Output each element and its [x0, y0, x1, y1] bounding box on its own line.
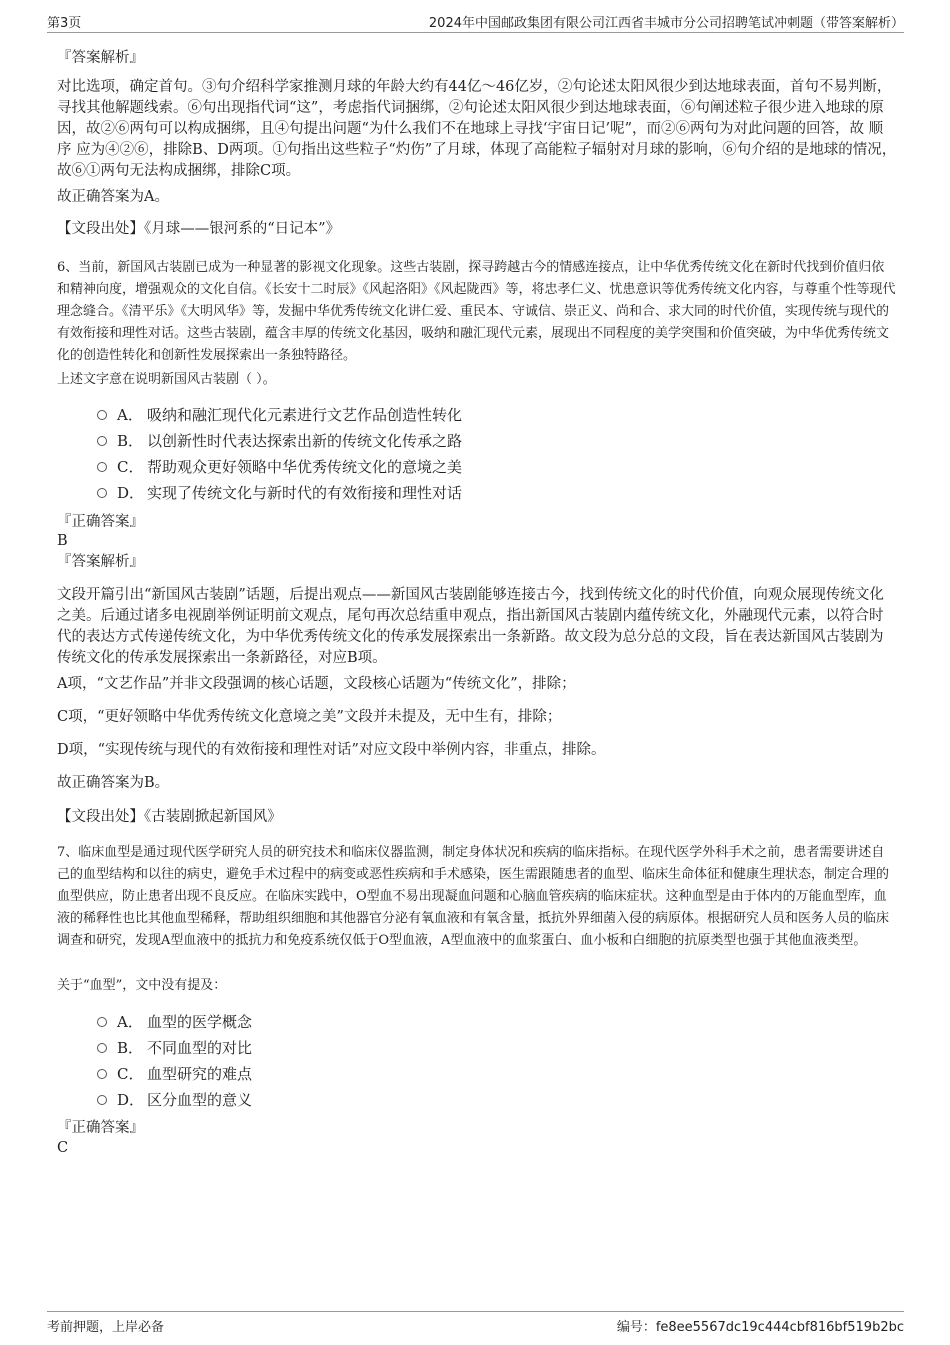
- document-title: 2024年中国邮政集团有限公司江西省丰城市分公司招聘笔试冲刺题（带答案解析）: [428, 16, 904, 31]
- radio-icon[interactable]: [97, 1043, 107, 1053]
- q5-source: 【文段出处】《月球——银河系的“日记本”》: [57, 221, 341, 237]
- q6-note-c: C项，“更好领略中华优秀传统文化意境之美”文段并未提及，无中生有，排除；: [57, 709, 562, 725]
- q6-analysis-text: 文段开篇引出“新国风古装剧”话题，后提出观点——新国风古装剧能够连接古今，找到传统文化的时代价值，向观众展现传统文化之美。后通过诸多电视剧举例证明前文观点，尾句再次总结重申观点，指出新国风古装剧内蕴传统文化，外融现代元素，以符合时代的表达方式传递传统文化，为中华优秀传统文化的传承发展探索出一条新路。故文段为总分总的文段，旨在表达新国风古装剧为传统文化的传承发展探索出一条新路径，对应B项。: [57, 587, 884, 666]
- q7-option-c[interactable]: [97, 1063, 252, 1085]
- option-text: 血型的医学概念: [147, 1013, 253, 1031]
- q7-answer-label: 『正确答案』: [57, 1120, 144, 1136]
- q6-option-d[interactable]: [97, 482, 462, 504]
- option-text: 实现了传统文化与新时代的有效衔接和理性对话: [147, 484, 463, 502]
- q7-question: 关于“血型”，文中没有提及：: [57, 978, 227, 993]
- radio-icon[interactable]: [97, 436, 107, 446]
- option-text: 不同血型的对比: [147, 1039, 253, 1057]
- q5-conclusion: 故正确答案为A。: [57, 189, 169, 205]
- option-letter: D．: [117, 1091, 145, 1109]
- radio-icon[interactable]: [97, 462, 107, 472]
- option-letter: C．: [117, 1065, 144, 1083]
- option-letter: D．: [117, 484, 145, 502]
- q6-conclusion: 故正确答案为B。: [57, 775, 170, 791]
- option-letter: A．: [117, 1013, 143, 1031]
- radio-icon[interactable]: [97, 1095, 107, 1105]
- q6-note-d: D项，“实现传统与现代的有效衔接和理性对话”对应文段中举例内容，非重点，排除。: [57, 742, 606, 758]
- q6-option-b[interactable]: [97, 430, 462, 452]
- q7-answer: C: [57, 1140, 69, 1156]
- q7-option-d[interactable]: [97, 1089, 252, 1111]
- q6-option-a[interactable]: [97, 404, 462, 426]
- option-letter: A．: [117, 406, 143, 424]
- q7-stem: 7、临床血型是通过现代医学研究人员的研究技术和临床仪器监测，制定身体状况和疾病的临床指标。在现代医学外科手术之前，患者需要讲述自己的血型结构和以往的病史，避免手术过程中的病变或恶性疾病和手术感染，医生需跟随患者的血型、临床生命体征和健康生理状态，制定合理的血型供应，防止患者出现不良反应。在临床实践中，O型血不易出现凝血问题和心脑血管疾病的临床症状。这种血型是由于体内的万能血型库，血液的稀释性也比其他血型稀释，帮助组织细胞和其他器官分泌有氧血液和有氧含量，抵抗外界细菌入侵的病原体。根据研究人员和医务人员的临床调查和研究，发现A型血液中的抵抗力和免疫系统仅低于O型血液，A型血液中的血浆蛋白、血小板和白细胞的抗原类型也强于其他血液类型。: [57, 845, 890, 948]
- radio-icon[interactable]: [97, 410, 107, 420]
- radio-icon[interactable]: [97, 1017, 107, 1027]
- q5-analysis-label: 『答案解析』: [57, 50, 144, 66]
- radio-icon[interactable]: [97, 488, 107, 498]
- option-text: 吸纳和融汇现代化元素进行文艺作品创造性转化: [147, 406, 463, 424]
- page-footer: [47, 1311, 904, 1334]
- option-text: 血型研究的难点: [147, 1065, 253, 1083]
- q6-analysis-label: 『答案解析』: [57, 554, 144, 570]
- q6-answer: B: [57, 533, 68, 549]
- q5-analysis-text: 对比选项，确定首句。③句介绍科学家推测月球的年龄大约有44亿～46亿岁，②句论述太阳风很少到达地球表面，首句不易判断，寻找其他解题线索。⑥句出现指代词“这”，考虑指代词捆绑，②句论述太阳风很少到达地球表面，⑥句阐述粒子很少进入地球的原因，故②⑥两句可以构成捆绑，且④句提出问题“为什么我们不在地球上寻找‘宇宙日记’呢”，而②⑥两句为对此问题的回答，故 顺序 应为④②⑥，排除B、D两项。①句指出这些粒子“灼伤”了月球，体现了高能粒子辐射对月球的影响，⑥句介绍的是地球的情况，故⑥①两句无法构成捆绑，排除C项。: [57, 79, 897, 179]
- option-letter: B．: [117, 1039, 144, 1057]
- q7-option-a[interactable]: [97, 1011, 252, 1033]
- q6-answer-label: 『正确答案』: [57, 514, 144, 530]
- page-number: 第3页: [47, 16, 82, 31]
- option-text: 帮助观众更好领略中华优秀传统文化的意境之美: [147, 458, 463, 476]
- q6-option-c[interactable]: [97, 456, 462, 478]
- option-text: 以创新性时代表达探索出新的传统文化传承之路: [147, 432, 463, 450]
- page-header: [47, 12, 904, 33]
- option-text: 区分血型的意义: [147, 1091, 253, 1109]
- footer-slogan: 考前押题，上岸必备: [47, 1320, 165, 1335]
- option-letter: C．: [117, 458, 144, 476]
- q6-stem: 6、当前，新国风古装剧已成为一种显著的影视文化现象。这些古装剧，探寻跨越古今的情感连接点，让中华优秀传统文化在新时代找到价值归依和精神向度，增强观众的文化自信。《长安十二时辰》《风起洛阳》《风起陇西》等，将忠孝仁义、忧患意识等优秀传统文化内容，与尊重个性等现代理念缝合。《清平乐》《大明风华》等，发掘中华优秀传统文化讲仁爱、重民本、守诚信、崇正义、尚和合、求大同的时代价值，实现传统与现代的有效衔接和理性对话。这些古装剧，蕴含丰厚的传统文化基因，吸纳和融汇现代元素，展现出不同程度的美学突围和价值突破，为中华优秀传统文化的创造性转化和创新性发展探索出一条独特路径。: [57, 260, 896, 363]
- document-serial: 编号：fe8ee5567dc19c444cbf816bf519b2bc: [616, 1320, 904, 1335]
- option-letter: B．: [117, 432, 144, 450]
- radio-icon[interactable]: [97, 1069, 107, 1079]
- q7-option-b[interactable]: [97, 1037, 252, 1059]
- q6-source: 【文段出处】《古装剧掀起新国风》: [57, 809, 282, 825]
- q6-question: 上述文字意在说明新国风古装剧（ ）。: [57, 372, 276, 387]
- q6-note-a: A项，“文艺作品”并非文段强调的核心话题，文段核心话题为“传统文化”，排除；: [57, 676, 576, 692]
